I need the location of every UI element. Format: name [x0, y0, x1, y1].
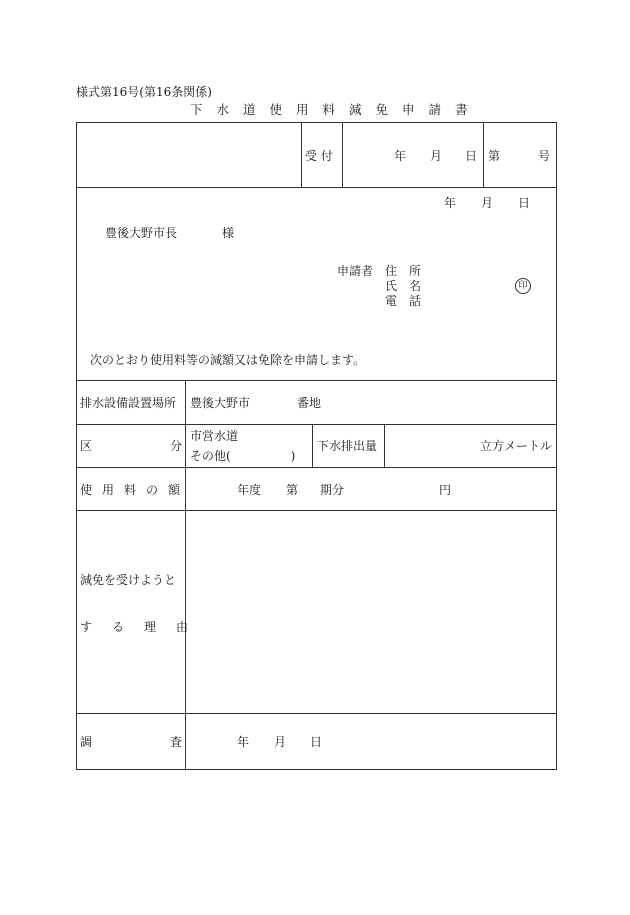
fee-nendo: 年度 — [237, 483, 262, 497]
application-year-label: 年 — [444, 196, 457, 210]
location-city: 豊後大野市 — [190, 396, 251, 410]
reception-label: 受 付 — [305, 149, 333, 163]
reason-label-line1: 減免を受けようと — [80, 573, 177, 587]
number-suffix-label: 号 — [538, 149, 551, 163]
fee-dai: 第 — [286, 483, 299, 497]
fee-label: 使用料の額 — [80, 483, 191, 497]
phone-label: 電 話 — [385, 294, 422, 308]
survey-month-label: 月 — [274, 735, 287, 749]
reception-day-label: 日 — [465, 149, 478, 163]
addressee-honorific: 様 — [222, 226, 235, 240]
fee-yen: 円 — [439, 483, 452, 497]
survey-label-right: 査 — [170, 735, 183, 749]
applicant-label: 申請者 — [337, 264, 374, 278]
application-statement: 次のとおり使用料等の減額又は免除を申請します。 — [90, 353, 366, 367]
seal-mark: 印 — [515, 278, 531, 294]
reason-label-line2: する理由 — [80, 620, 209, 634]
number-prefix-label: 第 — [488, 149, 501, 163]
form-title: 下水道使用料減免申請書 — [190, 102, 482, 117]
application-month-label: 月 — [481, 196, 494, 210]
location-label: 排水設備設置場所 — [80, 396, 177, 410]
category-option-municipal-water: 市営水道 — [190, 429, 239, 443]
application-day-label: 日 — [518, 196, 531, 210]
discharge-unit: 立方メートル — [480, 439, 553, 453]
category-label-right: 分 — [170, 439, 183, 453]
category-option-other: その他( ) — [190, 449, 296, 463]
location-banchi: 番地 — [297, 396, 322, 410]
form-id: 様式第16号(第16条関係) — [76, 85, 212, 99]
survey-day-label: 日 — [310, 735, 323, 749]
address-label: 住 所 — [385, 264, 422, 278]
discharge-label: 下水排出量 — [317, 439, 378, 453]
fee-kibun: 期分 — [320, 483, 345, 497]
category-label-left: 区 — [80, 439, 93, 453]
survey-label-left: 調 — [80, 735, 93, 749]
reception-year-label: 年 — [394, 149, 407, 163]
addressee: 豊後大野市長 — [105, 226, 178, 240]
name-label: 氏 名 — [385, 279, 422, 293]
survey-year-label: 年 — [237, 735, 250, 749]
reception-month-label: 月 — [430, 149, 443, 163]
